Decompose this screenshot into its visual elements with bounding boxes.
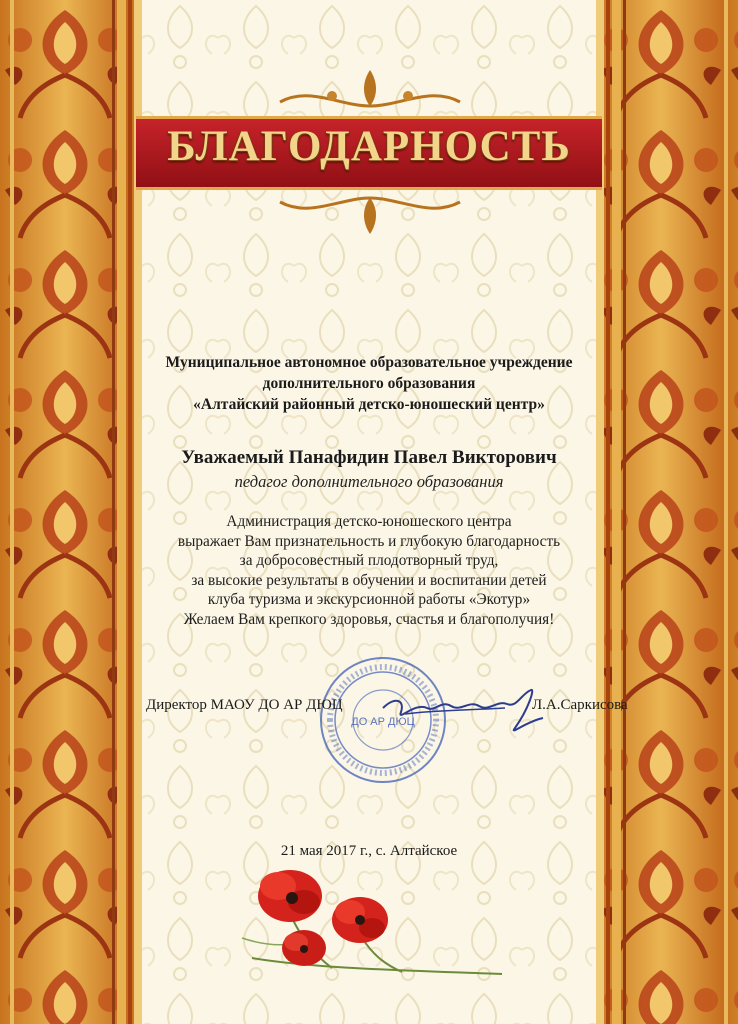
signatory-role: Директор МАОУ ДО АР ДЮЦ — [146, 697, 343, 713]
top-flourish-ornament — [270, 66, 470, 116]
handwritten-signature — [375, 678, 550, 748]
gratitude-line: Администрация детско-юношеского центра — [226, 513, 512, 530]
addressee: Уважаемый Панафидин Павел Викторович — [181, 447, 557, 468]
gratitude-line: за высокие результаты в обучении и воспитании детей — [191, 571, 547, 589]
poppy-flowers-illustration — [232, 858, 512, 988]
organization-block — [142, 352, 596, 415]
bottom-flourish-ornament — [270, 192, 470, 238]
date-place: 21 мая 2017 г., с. Алтайское — [280, 843, 458, 859]
addressee-position: педагог дополнительного образования — [234, 472, 504, 491]
organization-line: Муниципальное автономное образовательное учреждение — [165, 354, 573, 371]
right-ornament-border — [596, 0, 738, 1024]
gratitude-text — [142, 512, 596, 630]
poppy-flower — [282, 930, 326, 966]
gratitude-line: Желаем Вам крепкого здоровья, счастья и благополучия! — [183, 610, 555, 628]
gratitude-line: клуба туризма и экскурсионной работы «Экотур» — [207, 591, 531, 609]
poppy-flower — [258, 870, 322, 922]
organization-line: «Алтайский районный детско-юношеский центр» — [193, 396, 545, 413]
stamp-center-text: ДО АР ДЮЦ — [351, 716, 415, 728]
organization-line: дополнительного образования — [262, 375, 476, 392]
gratitude-line: за добросовестный плодотворный труд, — [239, 552, 499, 570]
certificate-title: БЛАГОДАРНОСТЬ — [167, 123, 571, 170]
left-ornament-border — [0, 0, 142, 1024]
signatory-name: Л.А.Саркисова — [532, 697, 628, 713]
poppy-flower — [332, 897, 388, 943]
gratitude-line: выражает Вам признательность и глубокую благодарность — [177, 532, 561, 550]
